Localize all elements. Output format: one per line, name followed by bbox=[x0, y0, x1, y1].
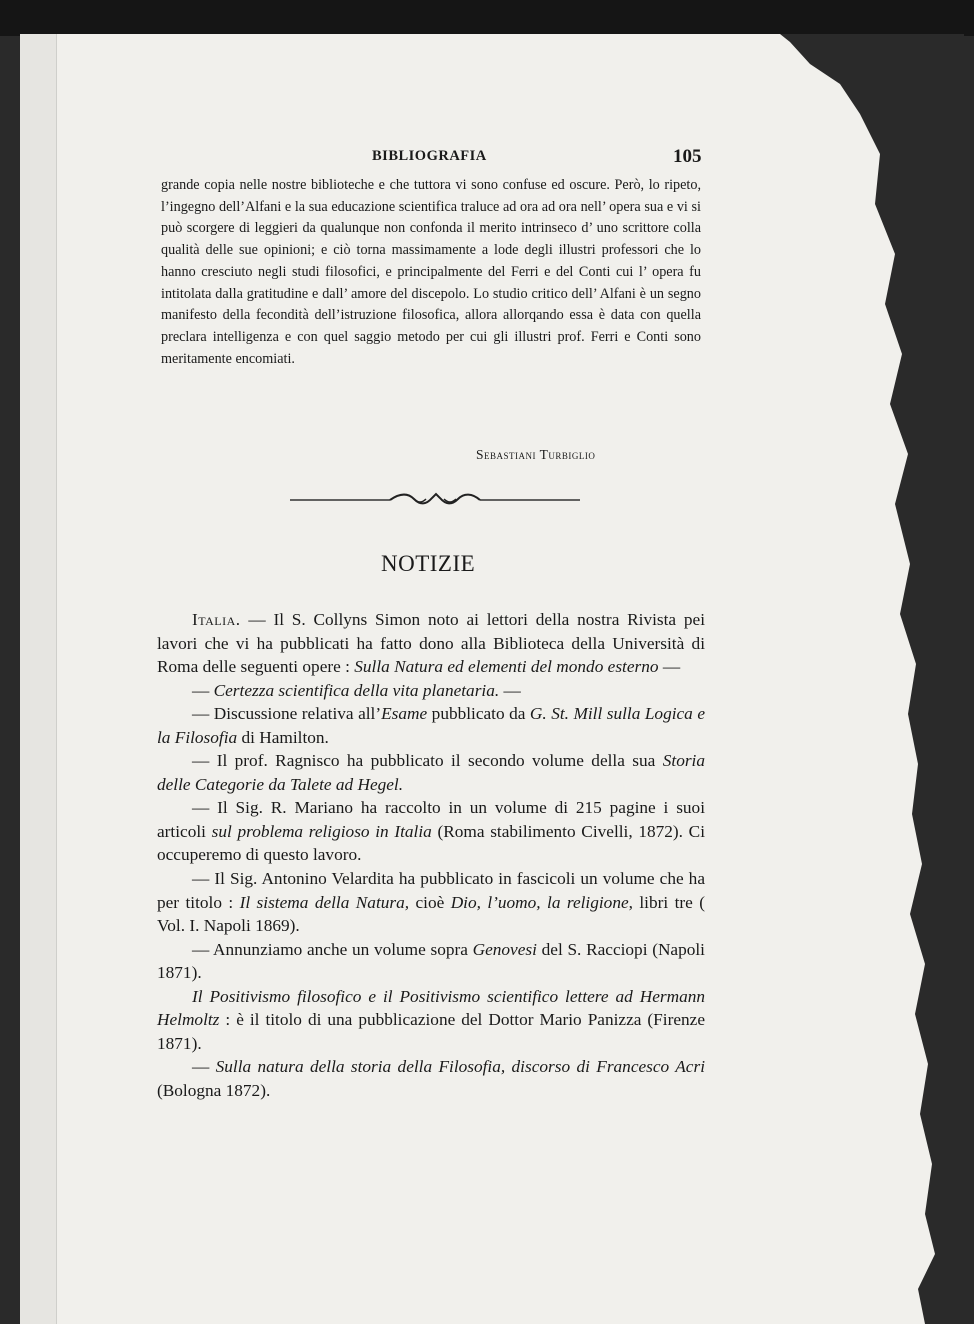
news-item: — Certezza scientifica della vita planetaria. — bbox=[192, 680, 521, 700]
page-header bbox=[20, 146, 964, 168]
review-signature: Sebastiani Turbiglio bbox=[476, 447, 596, 462]
page-number: 105 bbox=[673, 146, 702, 167]
news-item: — Il prof. Ragnisco ha pubblicato il secondo volume della sua Storia delle Categorie da Talete ad Hegel. bbox=[157, 751, 705, 794]
review-paragraph: grande copia nelle nostre biblioteche e che tuttora vi sono confuse ed oscure. Però, lo ripeto, l’ingegno dell’Alfani e la sua educazione scientifica traluce ad ora ad ora nell’ opera sua e vi si può scorgere di leggieri da qualunque non confonda il merito intrinseco d’ uno scrittore colla qualità delle sue opinioni; e ciò torna massimamente a lode degli illustri professori che lo hanno cresciuto negli studi filosofici, e principalmente del Ferri e del Conti cui l’ opera fu intitolata dalla gratitudine e dall’ amore del discepolo. Lo studio critico dell’ Alfani è un segno manifesto della fecondità dell’istruzione filosofica, allora allorqando essa è data con quella preclara intelligenza e con quel saggio metodo per cui gli illustri prof. Ferri e Conti sono meritamente encomiati. bbox=[161, 177, 701, 367]
review-conclusion bbox=[161, 175, 701, 370]
section-title: NOTIZIE bbox=[381, 551, 476, 576]
book-page bbox=[20, 34, 964, 1324]
news-item: — Discussione relativa all’Esame pubblicato da G. St. Mill sulla Logica e la Filosofia di Hamilton. bbox=[157, 704, 705, 747]
news-item: Il Positivismo filosofico e il Positivismo scientifico lettere ad Hermann Helmoltz : è il titolo di una pubblicazione del Dottor Mario Panizza (Firenze 1871). bbox=[157, 986, 705, 1053]
news-item: — Il Sig. R. Mariano ha raccolto in un volume di 215 pagine i suoi articoli sul problema religioso in Italia (Roma stabilimento Civelli, 1872). Ci occuperemo di questo lavoro. bbox=[157, 798, 705, 865]
ornament-divider bbox=[290, 489, 580, 511]
running-head: BIBLIOGRAFIA bbox=[372, 148, 487, 164]
news-item: — Annunziamo anche un volume sopra Genovesi del S. Racciopi (Napoli 1871). bbox=[157, 939, 705, 983]
news-item: Italia. — Il S. Collyns Simon noto ai lettori della nostra Rivista pei lavori che vi ha pubblicati ha fatto dono alla Biblioteca della Università di Roma delle seguenti opere : Sulla Natura ed elementi del mondo esterno — bbox=[157, 610, 705, 677]
notizie-block bbox=[157, 608, 705, 1102]
news-item: — Sulla natura della storia della Filosofia, discorso di Francesco Acri (Bologna 1872). bbox=[157, 1057, 705, 1100]
news-item: — Il Sig. Antonino Velardita ha pubblicato in fascicoli un volume che ha per titolo : Il sistema della Natura, cioè Dio, l’uomo, la religione, libri tre ( Vol. I. Napoli 1869). bbox=[157, 869, 705, 936]
scan-top-border bbox=[0, 0, 974, 36]
